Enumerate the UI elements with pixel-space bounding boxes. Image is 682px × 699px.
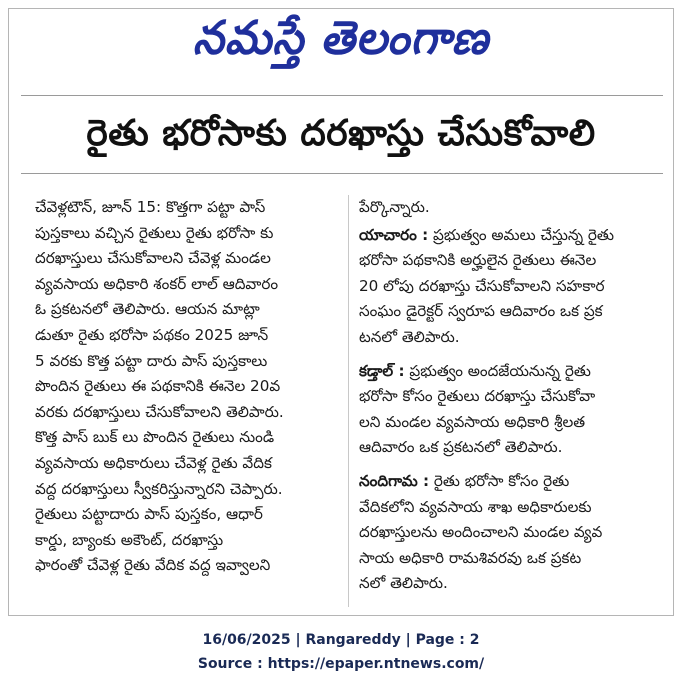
article-line: వ్యవసాయ అధికారి శంకర్ లాల్ ఆదివారం bbox=[35, 274, 279, 293]
article-column-left bbox=[35, 195, 340, 579]
brief-line: లని మండల వ్యవసాయ అధికారి శ్రీలత bbox=[359, 412, 586, 431]
masthead bbox=[9, 13, 673, 75]
article-line: వరకు దరఖాస్తులు చేసుకోవాలని తెలిపారు. bbox=[35, 402, 284, 421]
brief-line: ఆదివారం ఒక ప్రకటనలో తెలిపారు. bbox=[359, 438, 563, 457]
brief-line bbox=[359, 359, 665, 385]
article-line: డుతూ రైతు భరోసా పథకం 2025 జూన్ bbox=[35, 325, 269, 344]
right-intro-line: పేర్కొన్నారు. bbox=[359, 198, 430, 216]
article-line: 5 వరకు కొత్త పట్టా దారు పాస్ పుస్తకాలు bbox=[35, 351, 268, 370]
article-column-right bbox=[359, 195, 665, 605]
masthead-rule bbox=[21, 95, 663, 96]
news-brief bbox=[359, 469, 665, 597]
article-line: కొత్త పాస్ బుక్ లు పొందిన రైతులు నుండి bbox=[35, 428, 275, 447]
article-headline: రైతు భరోసాకు దరఖాస్తు చేసుకోవాలి bbox=[86, 113, 596, 154]
news-brief bbox=[359, 223, 665, 351]
article-line: చేవెళ్లటౌన్, జూన్ 15: కొత్తగా పట్టా పాస్ bbox=[35, 198, 266, 216]
brief-line: 20 లోపు దరఖాస్తు చేసుకోవాలని సహకార bbox=[359, 276, 605, 295]
article-line: పొందిన రైతులు ఈ పథకానికి ఈనెల 20వ bbox=[35, 377, 281, 396]
article-line: వద్ద దరఖాస్తులు స్వీకరిస్తున్నారని చెప్పారు. bbox=[35, 479, 283, 498]
news-brief bbox=[359, 359, 665, 461]
brief-line bbox=[359, 223, 665, 249]
article-line: రైతులు పట్టాదారు పాస్ పుస్తకం, ఆధార్ bbox=[35, 505, 263, 524]
footer-date-line: 16/06/2025 | Rangareddy | Page : 2 bbox=[202, 632, 480, 648]
brief-text: రైతు భరోసా కోసం రైతు bbox=[429, 471, 570, 490]
article-line: కార్డు, బ్యాంకు అకౌంట్, దరఖాస్తు bbox=[35, 530, 224, 549]
article-line: వ్యవసాయ అధికారులు చేవెళ్ల రైతు వేదిక bbox=[35, 453, 272, 472]
headline-rule bbox=[21, 173, 663, 174]
article-line: ఫారంతో చేవెళ్ల రైతు వేదిక వద్ద ఇవ్వాలని bbox=[35, 556, 271, 575]
article-line: దరఖాస్తులు చేసుకోవాలని చేవెళ్ల మండల bbox=[35, 249, 271, 268]
dateline-place: నందిగామ : bbox=[359, 471, 430, 490]
brief-line: నలో తెలిపారు. bbox=[359, 574, 448, 593]
dateline-place: యాచారం : bbox=[359, 225, 429, 244]
dateline-place: కడ్తాల్ : bbox=[359, 361, 405, 380]
brief-line: టనలో తెలిపారు. bbox=[359, 327, 460, 346]
brief-line: దరఖాస్తులను అందించాలని మండల వ్యవ bbox=[359, 523, 603, 542]
brief-text: ప్రభుత్వం అందజేయనున్న రైతు bbox=[404, 361, 591, 380]
brief-line: సాయ అధికారి రామశివరవు ఒక ప్రకట bbox=[359, 548, 582, 567]
article-line: పుస్తకాలు వచ్చిన రైతులు రైతు భరోసా కు bbox=[35, 223, 274, 242]
brief-line: సంఘం డైరెక్టర్ స్వరూప ఆదివారం ఒక ప్రక bbox=[359, 302, 603, 321]
article-line: ఓ ప్రకటనలో తెలిపారు. ఆయన మాట్లా bbox=[35, 300, 260, 319]
brief-line: వేదికలోని వ్యవసాయ శాఖ అధికారులకు bbox=[359, 497, 592, 516]
footer-source-line: Source : https://epaper.ntnews.com/ bbox=[197, 656, 485, 672]
brief-text: ప్రభుత్వం అమలు చేస్తున్న రైతు bbox=[428, 225, 614, 244]
clipping-frame bbox=[8, 8, 674, 616]
brief-line: భరోసా కోసం రైతులు దరఖాస్తు చేసుకోవా bbox=[359, 387, 596, 406]
newspaper-logo: నమస్తే తెలంగాణ bbox=[192, 11, 490, 65]
brief-line bbox=[359, 469, 665, 495]
brief-line: భరోసా పథకానికి అర్హులైన రైతులు ఈనెల bbox=[359, 251, 597, 270]
column-divider bbox=[348, 195, 349, 607]
